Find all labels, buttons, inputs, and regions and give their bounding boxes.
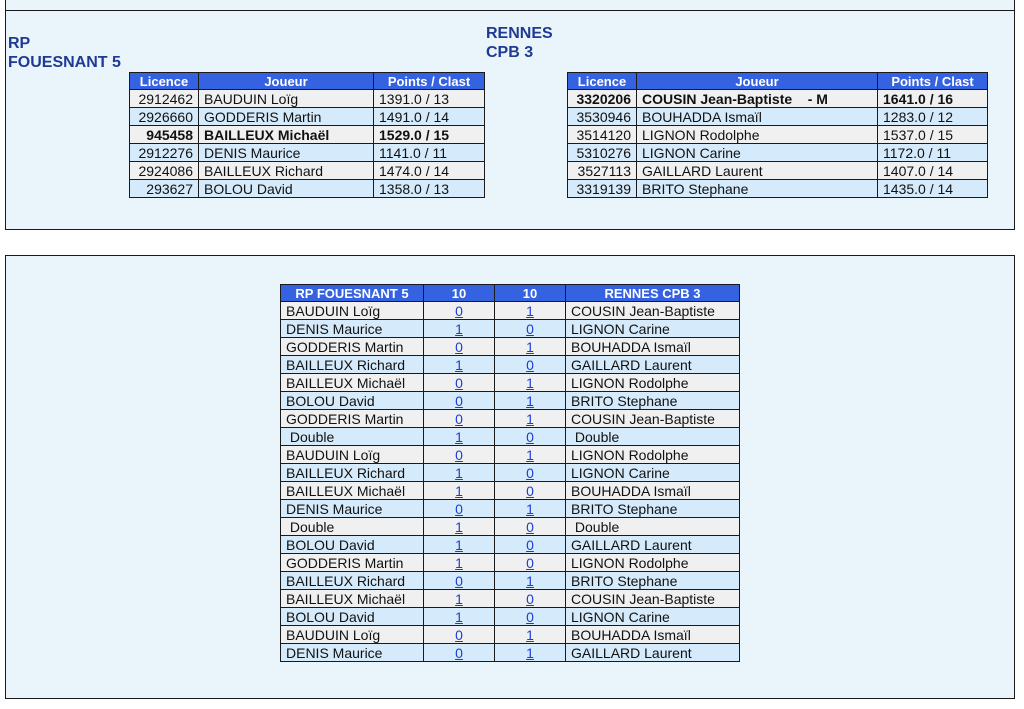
player-licence: 3514120	[568, 126, 637, 144]
match-right-score-cell	[495, 572, 566, 590]
match-row	[281, 392, 740, 410]
match-left-score-link[interactable]: 0	[455, 374, 463, 391]
match-right-score-link[interactable]: 1	[526, 392, 534, 409]
player-name: BAUDUIN Loïg	[199, 90, 374, 108]
roster-left-table	[129, 72, 485, 198]
player-name: BAILLEUX Richard	[199, 162, 374, 180]
match-right-player: Double	[566, 428, 740, 446]
match-left-score-link[interactable]: 1	[455, 536, 463, 553]
match-left-score-cell	[424, 590, 495, 608]
match-right-score-cell	[495, 410, 566, 428]
match-left-score-cell	[424, 338, 495, 356]
match-left-score-cell	[424, 608, 495, 626]
match-right-score-cell	[495, 590, 566, 608]
match-right-player: BRITO Stephane	[566, 500, 740, 518]
player-points: 1141.0 / 11	[374, 144, 485, 162]
team-left-line1: RP	[8, 35, 31, 52]
match-right-score-link[interactable]: 1	[526, 500, 534, 517]
match-left-player: BAUDUIN Loïg	[281, 446, 424, 464]
match-row	[281, 536, 740, 554]
player-licence: 293627	[130, 180, 199, 198]
match-left-player: BAILLEUX Richard	[281, 464, 424, 482]
match-left-player: DENIS Maurice	[281, 644, 424, 662]
header-licence: Licence	[130, 73, 199, 90]
match-row	[281, 302, 740, 320]
match-left-score-cell	[424, 320, 495, 338]
match-left-player: GODDERIS Martin	[281, 554, 424, 572]
match-right-player: LIGNON Rodolphe	[566, 554, 740, 572]
match-right-player: LIGNON Carine	[566, 464, 740, 482]
match-row	[281, 608, 740, 626]
header-right-score: 10	[495, 285, 566, 302]
match-right-score-link[interactable]: 1	[526, 572, 534, 589]
player-name: LIGNON Carine	[637, 144, 878, 162]
match-right-score-cell	[495, 374, 566, 392]
team-right-line2: CPB 3	[486, 44, 534, 61]
match-left-score-link[interactable]: 1	[455, 320, 463, 337]
match-right-score-cell	[495, 302, 566, 320]
player-name: DENIS Maurice	[199, 144, 374, 162]
match-left-player: GODDERIS Martin	[281, 410, 424, 428]
player-licence: 2912276	[130, 144, 199, 162]
match-right-score-cell	[495, 536, 566, 554]
match-left-score-cell	[424, 536, 495, 554]
roster-row	[130, 90, 485, 108]
match-left-score-link[interactable]: 1	[455, 608, 463, 625]
match-right-score-link[interactable]: 0	[526, 590, 534, 607]
match-left-score-cell	[424, 500, 495, 518]
header-joueur: Joueur	[637, 73, 878, 90]
player-name: BAILLEUX Michaël	[199, 126, 374, 144]
match-right-player: BRITO Stephane	[566, 572, 740, 590]
header-right-team: RENNES CPB 3	[566, 285, 740, 302]
match-left-score-cell	[424, 554, 495, 572]
match-left-score-cell	[424, 356, 495, 374]
results-table	[280, 284, 740, 662]
match-left-player: BAILLEUX Michaël	[281, 482, 424, 500]
match-left-player: GODDERIS Martin	[281, 338, 424, 356]
match-right-score-link[interactable]: 0	[526, 536, 534, 553]
match-right-score-link[interactable]: 1	[526, 338, 534, 355]
player-licence: 2912462	[130, 90, 199, 108]
match-left-player: BOLOU David	[281, 608, 424, 626]
player-name: BOUHADDA Ismaïl	[637, 108, 878, 126]
match-right-score-cell	[495, 338, 566, 356]
match-right-player: GAILLARD Laurent	[566, 644, 740, 662]
match-right-score-link[interactable]: 1	[526, 410, 534, 427]
match-left-score-link[interactable]: 1	[455, 554, 463, 571]
match-left-score-link[interactable]: 1	[455, 356, 463, 373]
match-left-score-link[interactable]: 1	[455, 590, 463, 607]
match-row	[281, 644, 740, 662]
match-left-score-link[interactable]: 0	[455, 302, 463, 319]
match-row	[281, 518, 740, 536]
roster-row	[568, 90, 988, 108]
match-left-score-cell	[424, 302, 495, 320]
match-row	[281, 320, 740, 338]
player-licence: 3320206	[568, 90, 637, 108]
match-left-player: BAUDUIN Loïg	[281, 626, 424, 644]
player-name: GODDERIS Martin	[199, 108, 374, 126]
match-left-player: BAILLEUX Richard	[281, 572, 424, 590]
match-right-player: COUSIN Jean-Baptiste	[566, 410, 740, 428]
match-left-player: BAILLEUX Michaël	[281, 590, 424, 608]
match-right-score-cell	[495, 356, 566, 374]
player-points: 1358.0 / 13	[374, 180, 485, 198]
match-row	[281, 572, 740, 590]
player-points: 1391.0 / 13	[374, 90, 485, 108]
match-right-score-link[interactable]: 0	[526, 518, 534, 535]
match-right-score-cell	[495, 428, 566, 446]
match-left-score-link[interactable]: 1	[455, 518, 463, 535]
match-left-score-cell	[424, 644, 495, 662]
match-row	[281, 464, 740, 482]
match-left-player: BAILLEUX Richard	[281, 356, 424, 374]
roster-row	[568, 108, 988, 126]
match-left-score-cell	[424, 626, 495, 644]
team-left-line2: FOUESNANT 5	[8, 54, 121, 71]
match-left-player: BAILLEUX Michaël	[281, 374, 424, 392]
match-right-score-link[interactable]: 1	[526, 626, 534, 643]
player-points: 1283.0 / 12	[878, 108, 988, 126]
player-licence: 2926660	[130, 108, 199, 126]
match-right-player: Double	[566, 518, 740, 536]
roster-left-header-row	[130, 73, 485, 90]
team-right-line1: RENNES	[486, 25, 553, 42]
match-left-score-link[interactable]: 0	[455, 644, 463, 661]
roster-row	[568, 126, 988, 144]
match-left-score-link[interactable]: 1	[455, 482, 463, 499]
match-left-player: DENIS Maurice	[281, 500, 424, 518]
roster-row	[568, 180, 988, 198]
player-points: 1474.0 / 14	[374, 162, 485, 180]
player-points: 1491.0 / 14	[374, 108, 485, 126]
match-right-score-cell	[495, 392, 566, 410]
match-left-score-cell	[424, 518, 495, 536]
player-licence: 945458	[130, 126, 199, 144]
match-left-score-cell	[424, 410, 495, 428]
header-points: Points / Clast	[374, 73, 485, 90]
match-right-score-cell	[495, 320, 566, 338]
match-right-score-cell	[495, 482, 566, 500]
match-right-score-link[interactable]: 0	[526, 482, 534, 499]
player-licence: 3527113	[568, 162, 637, 180]
match-left-score-cell	[424, 572, 495, 590]
roster-row	[568, 144, 988, 162]
roster-row	[130, 180, 485, 198]
match-left-player: BAUDUIN Loïg	[281, 302, 424, 320]
match-right-player: GAILLARD Laurent	[566, 536, 740, 554]
match-left-score-cell	[424, 428, 495, 446]
team-left-name	[8, 34, 121, 72]
match-right-player: COUSIN Jean-Baptiste	[566, 302, 740, 320]
match-right-score-cell	[495, 446, 566, 464]
player-points: 1172.0 / 11	[878, 144, 988, 162]
match-right-player: BOUHADDA Ismaïl	[566, 626, 740, 644]
match-left-score-link[interactable]: 0	[455, 572, 463, 589]
match-right-score-link[interactable]: 1	[526, 644, 534, 661]
match-left-score-link[interactable]: 1	[455, 464, 463, 481]
player-points: 1407.0 / 14	[878, 162, 988, 180]
match-left-player: Double	[281, 518, 424, 536]
roster-row	[568, 162, 988, 180]
match-right-score-link[interactable]: 1	[526, 446, 534, 463]
match-row	[281, 356, 740, 374]
match-right-score-cell	[495, 500, 566, 518]
match-left-score-cell	[424, 374, 495, 392]
match-right-score-cell	[495, 518, 566, 536]
match-row	[281, 626, 740, 644]
match-right-score-cell	[495, 554, 566, 572]
roster-row	[130, 144, 485, 162]
match-left-score-link[interactable]: 1	[455, 428, 463, 445]
header-points: Points / Clast	[878, 73, 988, 90]
match-right-score-link[interactable]: 0	[526, 608, 534, 625]
match-right-score-link[interactable]: 1	[526, 374, 534, 391]
match-right-score-link[interactable]: 0	[526, 464, 534, 481]
match-row	[281, 554, 740, 572]
match-right-score-link[interactable]: 1	[526, 302, 534, 319]
match-left-score-link[interactable]: 0	[455, 338, 463, 355]
match-left-score-link[interactable]: 0	[455, 410, 463, 427]
roster-row	[130, 162, 485, 180]
match-row	[281, 446, 740, 464]
match-row	[281, 500, 740, 518]
match-right-score-cell	[495, 626, 566, 644]
match-right-score-link[interactable]: 0	[526, 356, 534, 373]
header-joueur: Joueur	[199, 73, 374, 90]
match-right-score-cell	[495, 608, 566, 626]
match-right-player: COUSIN Jean-Baptiste	[566, 590, 740, 608]
match-left-player: Double	[281, 428, 424, 446]
player-licence: 3530946	[568, 108, 637, 126]
results-header-row	[281, 285, 740, 302]
match-right-score-cell	[495, 464, 566, 482]
match-right-score-link[interactable]: 0	[526, 320, 534, 337]
match-left-score-link[interactable]: 0	[455, 500, 463, 517]
player-licence: 3319139	[568, 180, 637, 198]
match-row	[281, 428, 740, 446]
player-name: COUSIN Jean-Baptiste - M	[637, 90, 878, 108]
match-right-player: BRITO Stephane	[566, 392, 740, 410]
player-points: 1641.0 / 16	[878, 90, 988, 108]
match-left-player: DENIS Maurice	[281, 320, 424, 338]
match-row	[281, 374, 740, 392]
match-left-score-cell	[424, 464, 495, 482]
match-left-score-cell	[424, 392, 495, 410]
match-row	[281, 590, 740, 608]
team-right-name	[486, 24, 553, 62]
match-row	[281, 338, 740, 356]
match-left-player: BOLOU David	[281, 392, 424, 410]
header-licence: Licence	[568, 73, 637, 90]
roster-right-table	[567, 72, 988, 198]
match-right-player: LIGNON Rodolphe	[566, 446, 740, 464]
match-right-player: GAILLARD Laurent	[566, 356, 740, 374]
match-row	[281, 482, 740, 500]
player-name: BRITO Stephane	[637, 180, 878, 198]
match-left-score-link[interactable]: 0	[455, 392, 463, 409]
roster-row	[130, 108, 485, 126]
player-name: LIGNON Rodolphe	[637, 126, 878, 144]
match-right-player: LIGNON Carine	[566, 320, 740, 338]
match-right-player: LIGNON Carine	[566, 608, 740, 626]
match-right-player: LIGNON Rodolphe	[566, 374, 740, 392]
player-points: 1529.0 / 15	[374, 126, 485, 144]
player-licence: 5310276	[568, 144, 637, 162]
match-left-player: BOLOU David	[281, 536, 424, 554]
player-name: GAILLARD Laurent	[637, 162, 878, 180]
match-right-player: BOUHADDA Ismaïl	[566, 482, 740, 500]
match-row	[281, 410, 740, 428]
match-right-score-cell	[495, 644, 566, 662]
header-left-score: 10	[424, 285, 495, 302]
match-left-score-link[interactable]: 0	[455, 446, 463, 463]
roster-right-header-row	[568, 73, 988, 90]
match-right-score-link[interactable]: 0	[526, 428, 534, 445]
player-points: 1537.0 / 15	[878, 126, 988, 144]
header-left-team: RP FOUESNANT 5	[281, 285, 424, 302]
roster-row	[130, 126, 485, 144]
player-name: BOLOU David	[199, 180, 374, 198]
player-licence: 2924086	[130, 162, 199, 180]
match-right-player: BOUHADDA Ismaïl	[566, 338, 740, 356]
match-left-score-cell	[424, 482, 495, 500]
match-left-score-link[interactable]: 0	[455, 626, 463, 643]
match-left-score-cell	[424, 446, 495, 464]
player-points: 1435.0 / 14	[878, 180, 988, 198]
match-right-score-link[interactable]: 0	[526, 554, 534, 571]
